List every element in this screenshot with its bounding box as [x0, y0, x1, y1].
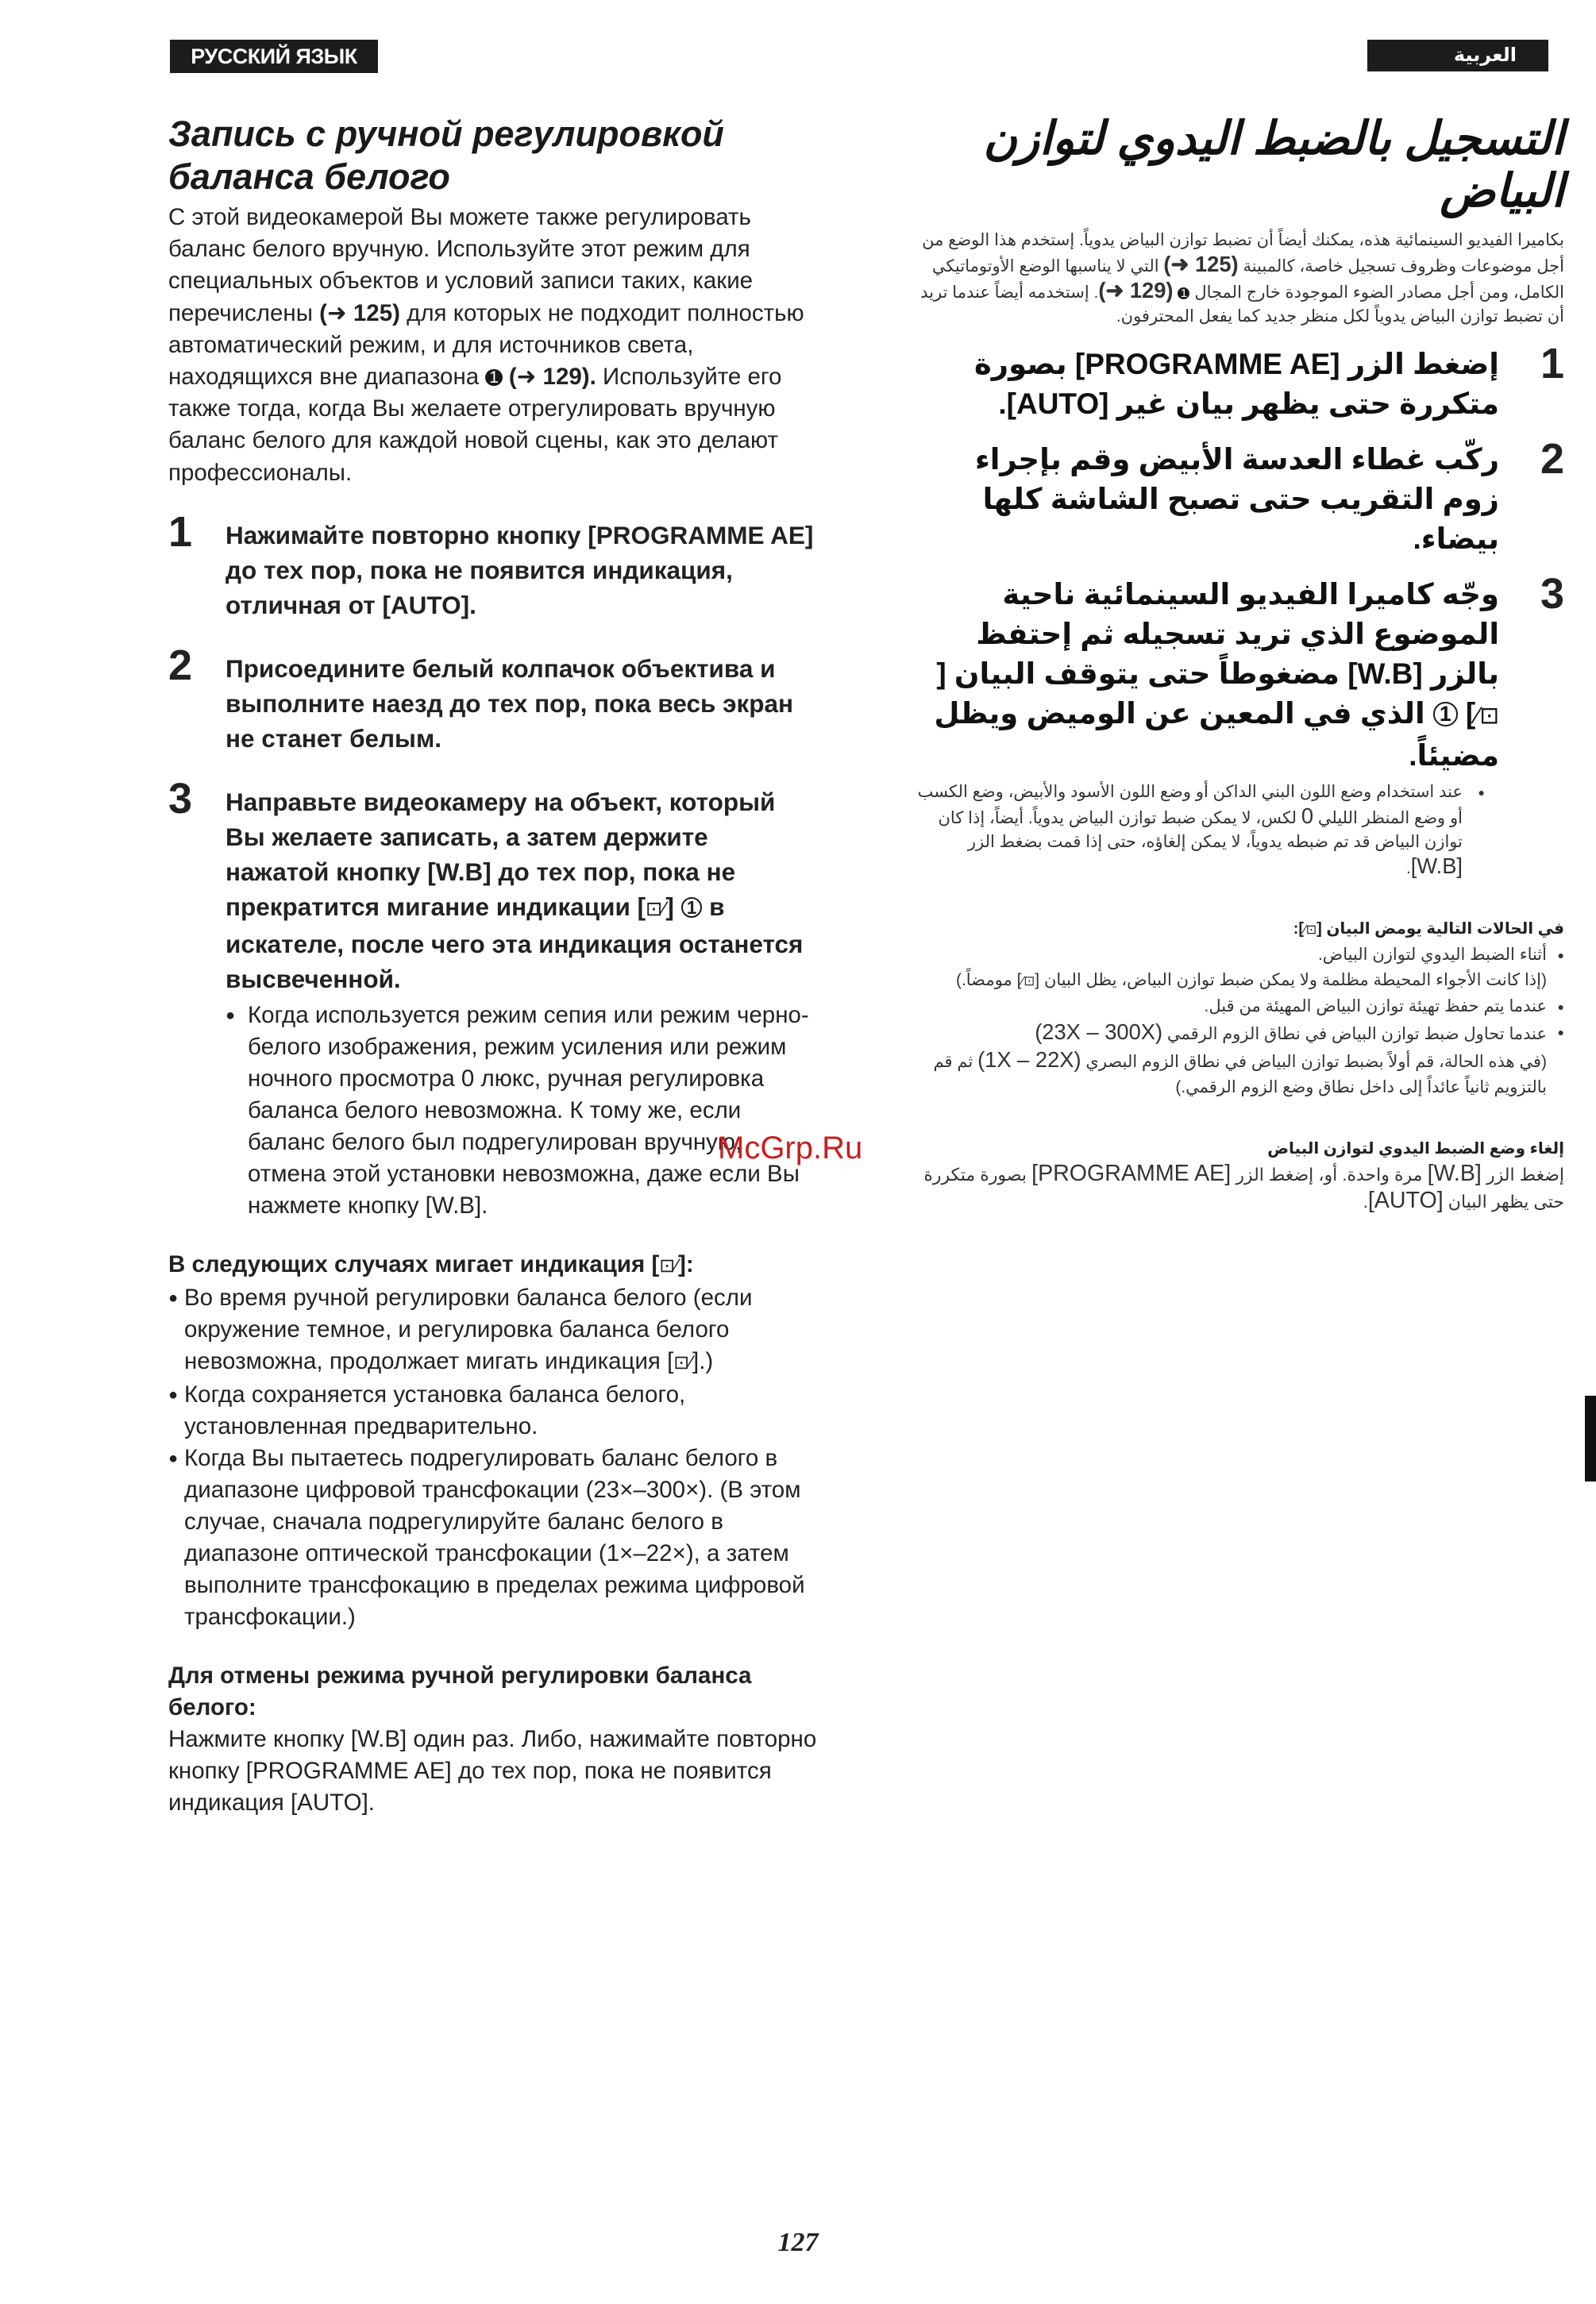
ar-intro-paragraph [913, 229, 1564, 329]
ru-intro-text: С этой видеокамерой Вы можете также регулировать баланс белого вручную. [168, 204, 751, 263]
step-text-part: إضغط الزر [1347, 348, 1499, 380]
ru-intro-text: Используйте этот режим для специальных объектов и условий записи таких, какие перечислены [168, 236, 754, 326]
cancel-text-part: مرة واحدة. أو، إضغط الزر [1236, 1165, 1423, 1185]
step-text [226, 784, 818, 996]
ar-blink-item: ● عندما يتم حفظ تهيئة توازن البياض المهيئة من قبل. [913, 994, 1564, 1019]
arabic-column [913, 113, 1564, 1215]
ar-blink-subnote [913, 968, 1564, 994]
item-text: Когда Вы пытаетесь подрегулировать баланс белого в диапазоне цифровой трансфокации (23×–300×). (В этом случае, сначала подрегулируйте баланс белого в диапазоне оптической трансфокации (1×–22×), а затем выполните трансфокацию в пределах режима цифровой трансфокации.) [184, 1444, 805, 1630]
zoom-range: (1X – 22X) [977, 1047, 1081, 1072]
ar-page-reference: (➜ 129) [1098, 278, 1174, 302]
step-number: 2 [1540, 435, 1564, 483]
ar-page-reference: (➜ 125) [1163, 252, 1239, 276]
circled-number-icon: 1 [1178, 287, 1189, 299]
heading-part: В следующих случаях мигает индикация [ [168, 1250, 660, 1277]
white-balance-icon: ⊡⁄ [646, 897, 666, 920]
ru-blink-item [168, 1443, 818, 1633]
step-text-part: بصورة متكررة حتى يظهر بيان غير [973, 348, 1499, 420]
ru-blink-item [168, 1282, 818, 1379]
ar-cancel-heading: إلغاء وضع الضبط اليدوي لتوازن البياض [1267, 1140, 1564, 1158]
note-text: 0 [1301, 803, 1314, 828]
ru-step-3-note: ● Когда используется режим сепия или режим черно-белого изображения, режим усиления или режим ночного просмотра 0 люкс, ручная регулировка баланса белого невозможна. К тому же, если баланс белого был подрегулирован вручную, отмена этой установки невозможна, даже если Вы нажмете кнопку [W.B]. [226, 1000, 818, 1222]
ru-cancel-text: Нажмите кнопку [W.B] один раз. Либо, нажимайте повторно кнопку [PROGRAMME AE] до тех пор, пока не появится индикация [AUTO]. [168, 1725, 817, 1816]
step-number: 1 [1540, 340, 1564, 387]
intro-text: . إستخدمه أيضاً عندما تريد أن تضبط توازن البياض يدوياً لكل منظر جديد كما يفعل المحترفون. [920, 283, 1564, 326]
circled-number-icon: 1 [485, 369, 502, 386]
section-edge-marker [1585, 1396, 1596, 1481]
cancel-text-part: إضغط الزر [1486, 1165, 1564, 1185]
step-text-part: ] [1465, 697, 1476, 730]
white-balance-icon: ⊡⁄ [673, 1352, 693, 1374]
ar-blink-subnote [913, 1047, 1564, 1100]
cancel-text-part: [W.B] [1427, 1161, 1482, 1186]
step-number: 1 [168, 507, 193, 556]
ar-blink-heading [913, 917, 1564, 942]
cancel-text-part: [AUTO] [1367, 1188, 1444, 1213]
step-text-part: [AUTO] [1006, 387, 1109, 420]
step-text-part: الذي في المعين عن الوميض ويظل مضيئاً. [934, 697, 1499, 772]
white-balance-icon: ⊡⁄ [1021, 973, 1035, 988]
ar-blink-item [913, 1019, 1564, 1047]
item-text: ].) [692, 1347, 714, 1374]
heading-part: ]: [678, 1250, 694, 1277]
ar-step-1 [913, 340, 1564, 424]
ar-cancel-text [913, 1161, 1564, 1215]
subnote-text: ] مومضاً.) [955, 971, 1022, 989]
white-balance-icon: ⊡⁄ [1475, 703, 1499, 729]
ru-step-3 [168, 774, 818, 996]
heading-part: في الحالات التالية يومض البيان [ [1317, 920, 1564, 938]
ru-page-reference: (➜ 129). [508, 364, 596, 391]
ru-intro-text: для которых не подходит полностью автоматический режим, и для источников света, находящихся вне диапазона [168, 299, 804, 391]
item-text: Когда сохраняется установка баланса белого, установленная предварительно. [184, 1381, 686, 1439]
step-text-part: [W.B] [1347, 657, 1423, 690]
note-text: . [1405, 859, 1411, 877]
intro-text: بكاميرا الفيديو السينمائية هذه، يمكنك أيضاً أن تضبط توازن البياض يدوياً. إستخدم هذا الوضع من أجل موضوعات وظروف تسجيل خاصة، كالمبينة [922, 231, 1564, 275]
cancel-text-part: . [1363, 1192, 1368, 1212]
subnote-text: ثم قم بالتزويم ثانياً عائداً إلى داخل نطاق وضع الزوم الرقمي.) [933, 1053, 1547, 1096]
circled-number-icon: 1 [681, 897, 703, 919]
note-text: عند استخدام وضع اللون البني الداكن أو وضع اللون الأسود والأبيض، وضع الكسب أو وضع المنظر الليلي [917, 783, 1463, 827]
ru-intro-text: Используйте его также тогда, когда Вы желаете отрегулировать вручную баланс белого для каждой новой сцены, как это делают профессионалы. [168, 364, 782, 486]
step-text: Присоедините белый колпачок объектива и выполните наезд до тех пор, пока весь экран не станет белым. [226, 653, 794, 753]
step-text-part: مضغوطاً حتى يتوقف البيان [ [936, 657, 1340, 690]
ar-step-3 [913, 570, 1564, 776]
cancel-text-part: [PROGRAMME AE] [1031, 1161, 1232, 1186]
step-text-part: . [998, 387, 1007, 420]
white-balance-icon: ⊡⁄ [1304, 923, 1317, 937]
ru-page-reference: (➜ 125) [319, 299, 400, 326]
ru-cancel-heading: Для отмены режима ручной регулировки баланса белого: [168, 1662, 752, 1720]
ru-intro-paragraph [168, 202, 818, 489]
item-text: Во время ручной регулировки баланса белого (если окружение темное, и регулировка баланса белого невозможна, продолжает мигать индикация [ [184, 1284, 753, 1374]
ar-step-3-note [913, 780, 1485, 880]
russian-column [168, 113, 818, 1819]
circled-number-icon: 1 [1433, 702, 1458, 726]
note-text: [W.B] [1410, 853, 1463, 878]
subnote-text: (إذا كانت الأجواء المحيطة مظلمة ولا يمكن ضبط توازن البياض، يظل البيان [ [1035, 971, 1547, 989]
item-text: عندما تحاول ضبط توازن البياض في نطاق الزوم الرقمي [1166, 1025, 1547, 1043]
ar-section-title: التسجيل بالضبط اليدوي لتوازن البياض [983, 113, 1564, 217]
watermark: McGrp.Ru [718, 1131, 863, 1165]
zoom-range: (23X – 300X) [1035, 1019, 1163, 1044]
heading-part: ]: [1293, 920, 1305, 938]
ru-section-title: Запись с ручной регулировкой баланса белого [168, 114, 724, 197]
ru-step-2 [168, 641, 818, 756]
step-number: 3 [1540, 570, 1564, 618]
step-text-part: وجّه كاميرا الفيديو السينمائية ناحية الموضوع الذي تريد تسجيله ثم إحتفظ بالزر [976, 578, 1499, 690]
ar-blink-item: ● أثناء الضبط اليدوي لتوازن البياض. [913, 942, 1564, 968]
step-text-part: ] [665, 892, 674, 921]
step-text [913, 345, 1499, 424]
subnote-text: (في هذه الحالة، قم أولاً بضبط توازن البياض في نطاق الزوم البصري [1085, 1053, 1547, 1071]
note-text: لكس، لا يمكن ضبط توازن البياض يدوياً. أيضاً، إذا كان توازن البياض قد تم ضبطه يدوياً، لا يمكن إلغاؤه، حتى إذا قمت بضغط الزر [938, 809, 1463, 851]
step-text-part: Направьте видеокамеру на объект, который Вы желаете записать, а затем держите нажатой кнопку [W.B] до тех пор, пока не прекратится мигание индикации [ [226, 787, 776, 921]
ru-step-1 [168, 507, 818, 622]
step-text-part: в искателе, после чего эта индикация останется высвеченной. [226, 892, 804, 993]
step-number: 3 [168, 774, 193, 823]
page-number: 127 [777, 2228, 819, 2257]
white-balance-icon: ⊡⁄ [659, 1255, 679, 1277]
language-tab-arabic: العربية [1367, 40, 1548, 71]
intro-text: التي لا يناسبها الوضع الأوتوماتيكي الكامل، ومن أجل مصادر الضوء الموجودة خارج المجال [931, 257, 1564, 302]
ru-blink-item [168, 1379, 818, 1443]
step-text-part: [PROGRAMME AE] [1074, 348, 1340, 380]
step-number: 2 [168, 641, 193, 689]
step-text [913, 575, 1499, 776]
ar-step-2 [913, 435, 1564, 559]
step-text: ركّب غطاء العدسة الأبيض وقم بإجراء زوم التقريب حتى تصبح الشاشة كلها بيضاء. [974, 443, 1499, 555]
ru-blink-heading [168, 1249, 818, 1282]
language-tab-russian: РУССКИЙ ЯЗЫК [170, 40, 378, 73]
cancel-text-part: بصورة متكررة حتى يظهر البيان [923, 1165, 1564, 1212]
step-text: Нажимайте повторно кнопку [PROGRAMME AE] до тех пор, пока не появится индикация, отличная от [AUTO]. [226, 520, 814, 619]
